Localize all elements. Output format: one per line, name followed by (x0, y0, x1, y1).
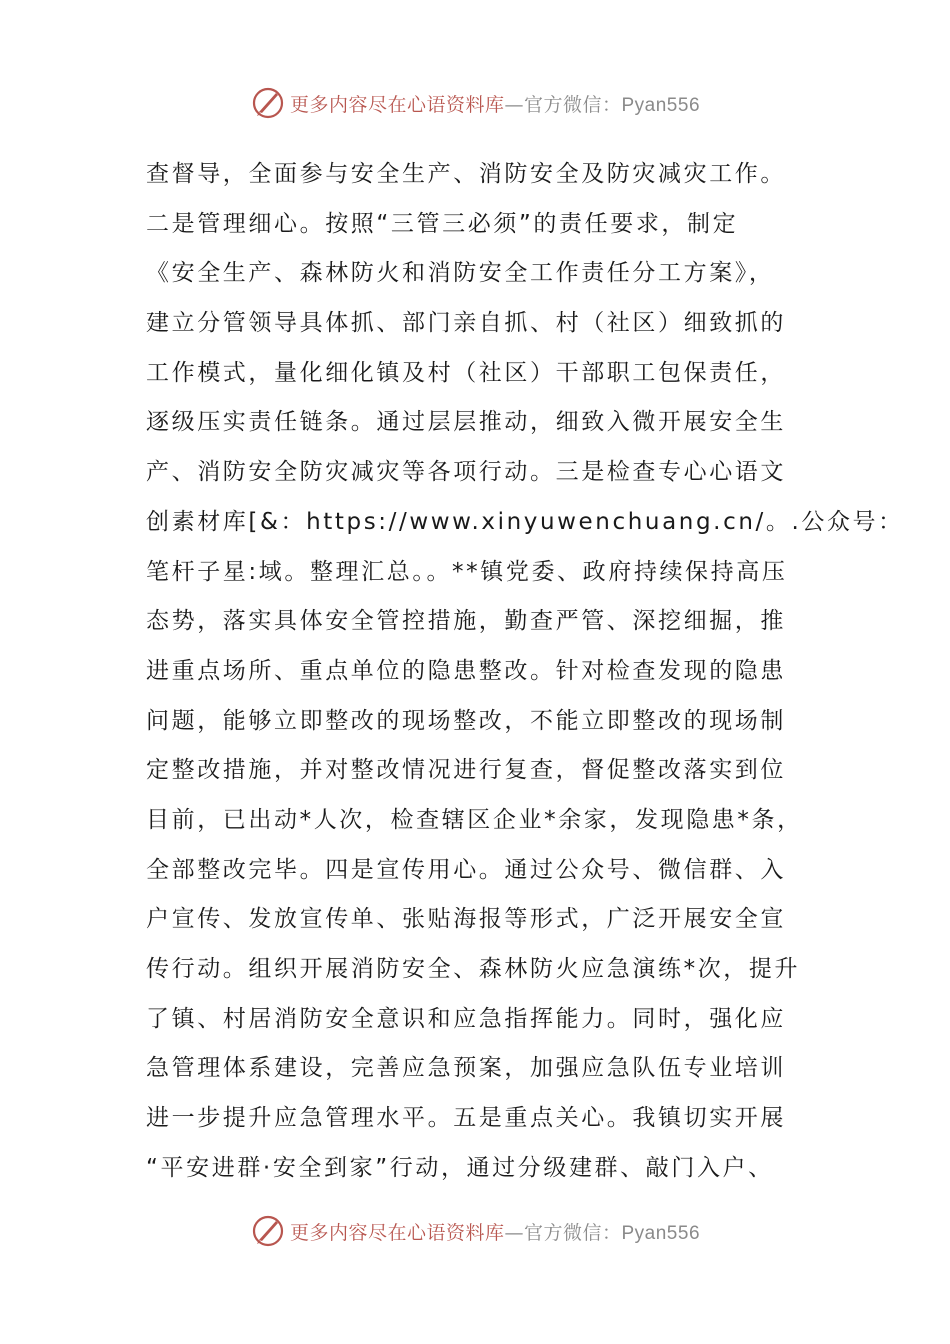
text-line: 进重点场所、重点单位的隐患整改。针对检查发现的隐患 (146, 657, 786, 684)
text-line: 产、消防安全防灾减灾等各项行动。三是检查专心心语文 (146, 459, 786, 486)
text-line: 查督导，全面参与安全生产、消防安全及防灾减灾工作。 (146, 161, 786, 187)
footer-banner (0, 1211, 950, 1251)
banner-contact: 官方微信：Pyan556 (524, 94, 701, 116)
header-banner (0, 83, 950, 123)
banner-text (290, 90, 700, 117)
banner-title: 更多内容尽在心语资料库 (289, 93, 505, 116)
banner-dash: — (504, 1221, 524, 1244)
text-line: 建立分管领导具体抓、部门亲自抓、村（社区）细致抓的 (146, 310, 786, 337)
text-line: 创素材库[&：https://www.xinyuwenchuang.cn/。.公众号： (146, 508, 904, 535)
text-line: 态势，落实具体安全管控措施，勤查严管、深挖细掘，推 (146, 608, 786, 635)
text-line: 工作模式，量化细化镇及村（社区）干部职工包保责任， (146, 359, 786, 386)
text-line: 全部整改完毕。四是宣传用心。通过公众号、微信群、入 (146, 856, 786, 883)
text-line: 二是管理细心。按照“三管三必须”的责任要求，制定 (146, 210, 739, 237)
document-body (146, 150, 904, 1193)
text-line: 传行动。组织开展消防安全、森林防火应急演练*次，提升 (146, 956, 801, 982)
text-line: “平安进群·安全到家”行动，通过分级建群、敲门入户、 (146, 1154, 774, 1181)
banner-dash: — (504, 93, 524, 116)
banner-text (290, 1218, 700, 1245)
quill-logo-icon (250, 85, 286, 121)
text-line: 定整改措施，并对整改情况进行复查，督促整改落实到位 (146, 757, 786, 784)
banner-title: 更多内容尽在心语资料库 (289, 1221, 505, 1244)
text-line: 目前，已出动*人次，检查辖区企业*余家，发现隐患*条， (146, 806, 803, 833)
text-line: 了镇、村居消防安全意识和应急指挥能力。同时，强化应 (146, 1005, 786, 1032)
text-line: 《安全生产、森林防火和消防安全工作责任分工方案》， (146, 260, 775, 287)
text-line: 户宣传、发放宣传单、张贴海报等形式，广泛开展安全宣 (146, 906, 786, 933)
text-line: 笔杆子星:域。整理汇总。。**镇党委、政府持续保持高压 (146, 558, 788, 585)
text-line: 进一步提升应急管理水平。五是重点关心。我镇切实开展 (146, 1105, 786, 1132)
text-line: 急管理体系建设，完善应急预案，加强应急队伍专业培训 (146, 1055, 786, 1082)
banner-contact: 官方微信：Pyan556 (524, 1222, 701, 1244)
text-line: 问题，能够立即整改的现场整改，不能立即整改的现场制 (146, 707, 786, 734)
text-line: 逐级压实责任链条。通过层层推动，细致入微开展安全生 (146, 409, 786, 436)
quill-logo-icon (250, 1213, 286, 1249)
